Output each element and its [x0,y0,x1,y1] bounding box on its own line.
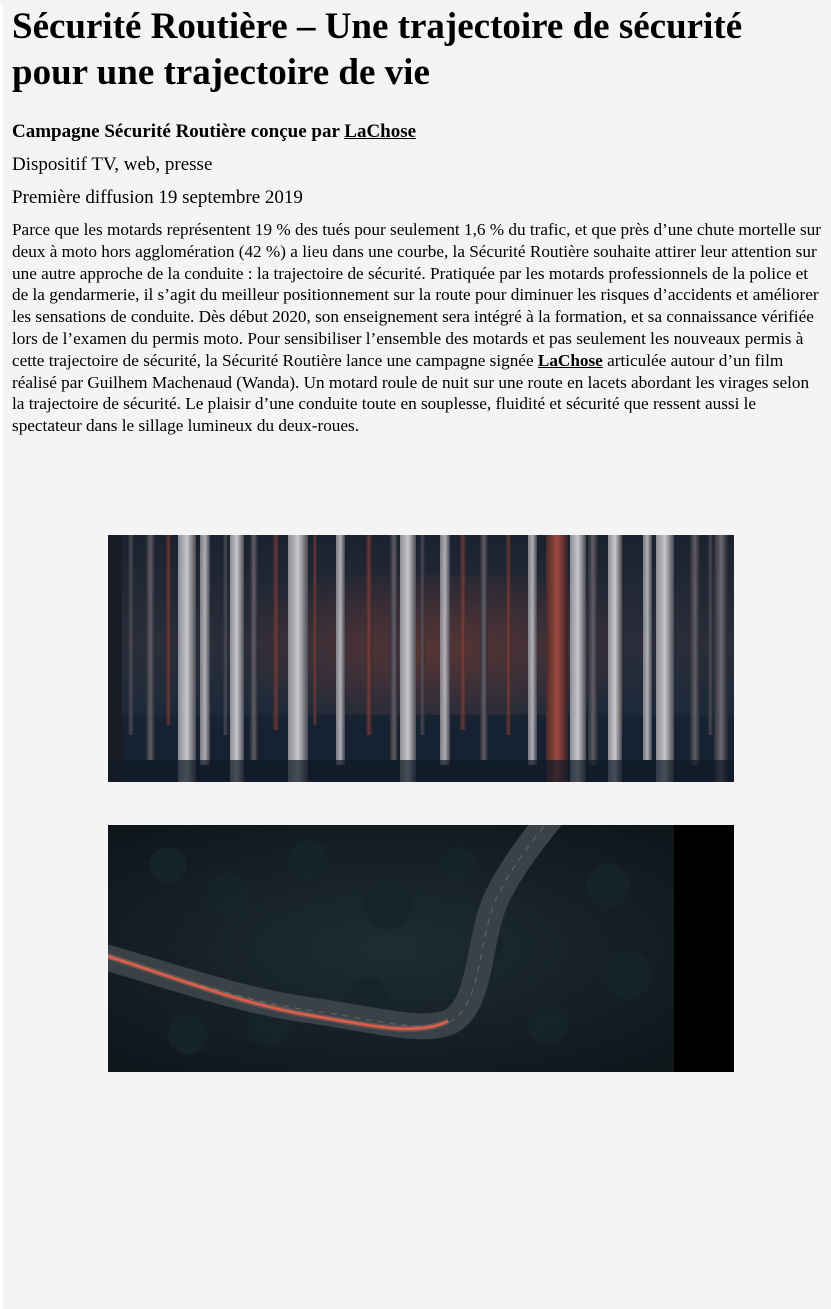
forest-image [108,535,734,782]
road-image [108,825,734,1072]
device-line: Dispositif TV, web, presse [12,154,213,175]
lachose-body-link[interactable]: LaChose [537,350,603,370]
first-broadcast-line: Première diffusion 19 septembre 2019 [12,187,303,208]
left-edge [0,4,3,1309]
body-text-part1: Parce que les motards représentent 19 % des tués pour seulement 1,6 % du trafic, et que près d’une chute mortelle sur deux à moto hors agglomération (42 %) a lieu dans une courbe, la Sécurité Routière souhaite attirer leur attention sur une autre approche de la conduite : la trajectoire de sécurité. Pratiquée par les motards professionnels de la police et de la gendarmerie, il s’agit du meilleur positionnement sur la route pour diminuer les risques d’accidents et améliorer les sensations de conduite. Dès début 2020, son enseignement sera intégré à la formation, et sa connaissance vérifiée lors de l’examen du permis moto. Pour sensibiliser l’ensemble des motards et pas seulement les nouveaux permis à cette trajectoire de sécurité, la Sécurité Routière lance une campagne signée [12,220,821,370]
lachose-credit-link[interactable]: LaChose [344,121,417,142]
article-body [12,219,823,437]
article-title: Sécurité Routière – Une trajectoire de sécurité pour une trajectoire de vie [12,6,743,93]
campaign-credit [12,120,823,144]
article-page [0,4,831,1309]
body-text-part2: articulée autour d’un film réalisé par Guilhem Machenaud (Wanda). Un motard roule de nuit sur une route en lacets abordant les virages selon la trajectoire de sécurité. Le plaisir d’une conduite toute en souplesse, fluidité et sécurité que ressent aussi le spectateur dans le sillage lumineux du deux-roues. [12,350,810,436]
credit-prefix: Campagne Sécurité Routière conçue par [12,121,345,142]
